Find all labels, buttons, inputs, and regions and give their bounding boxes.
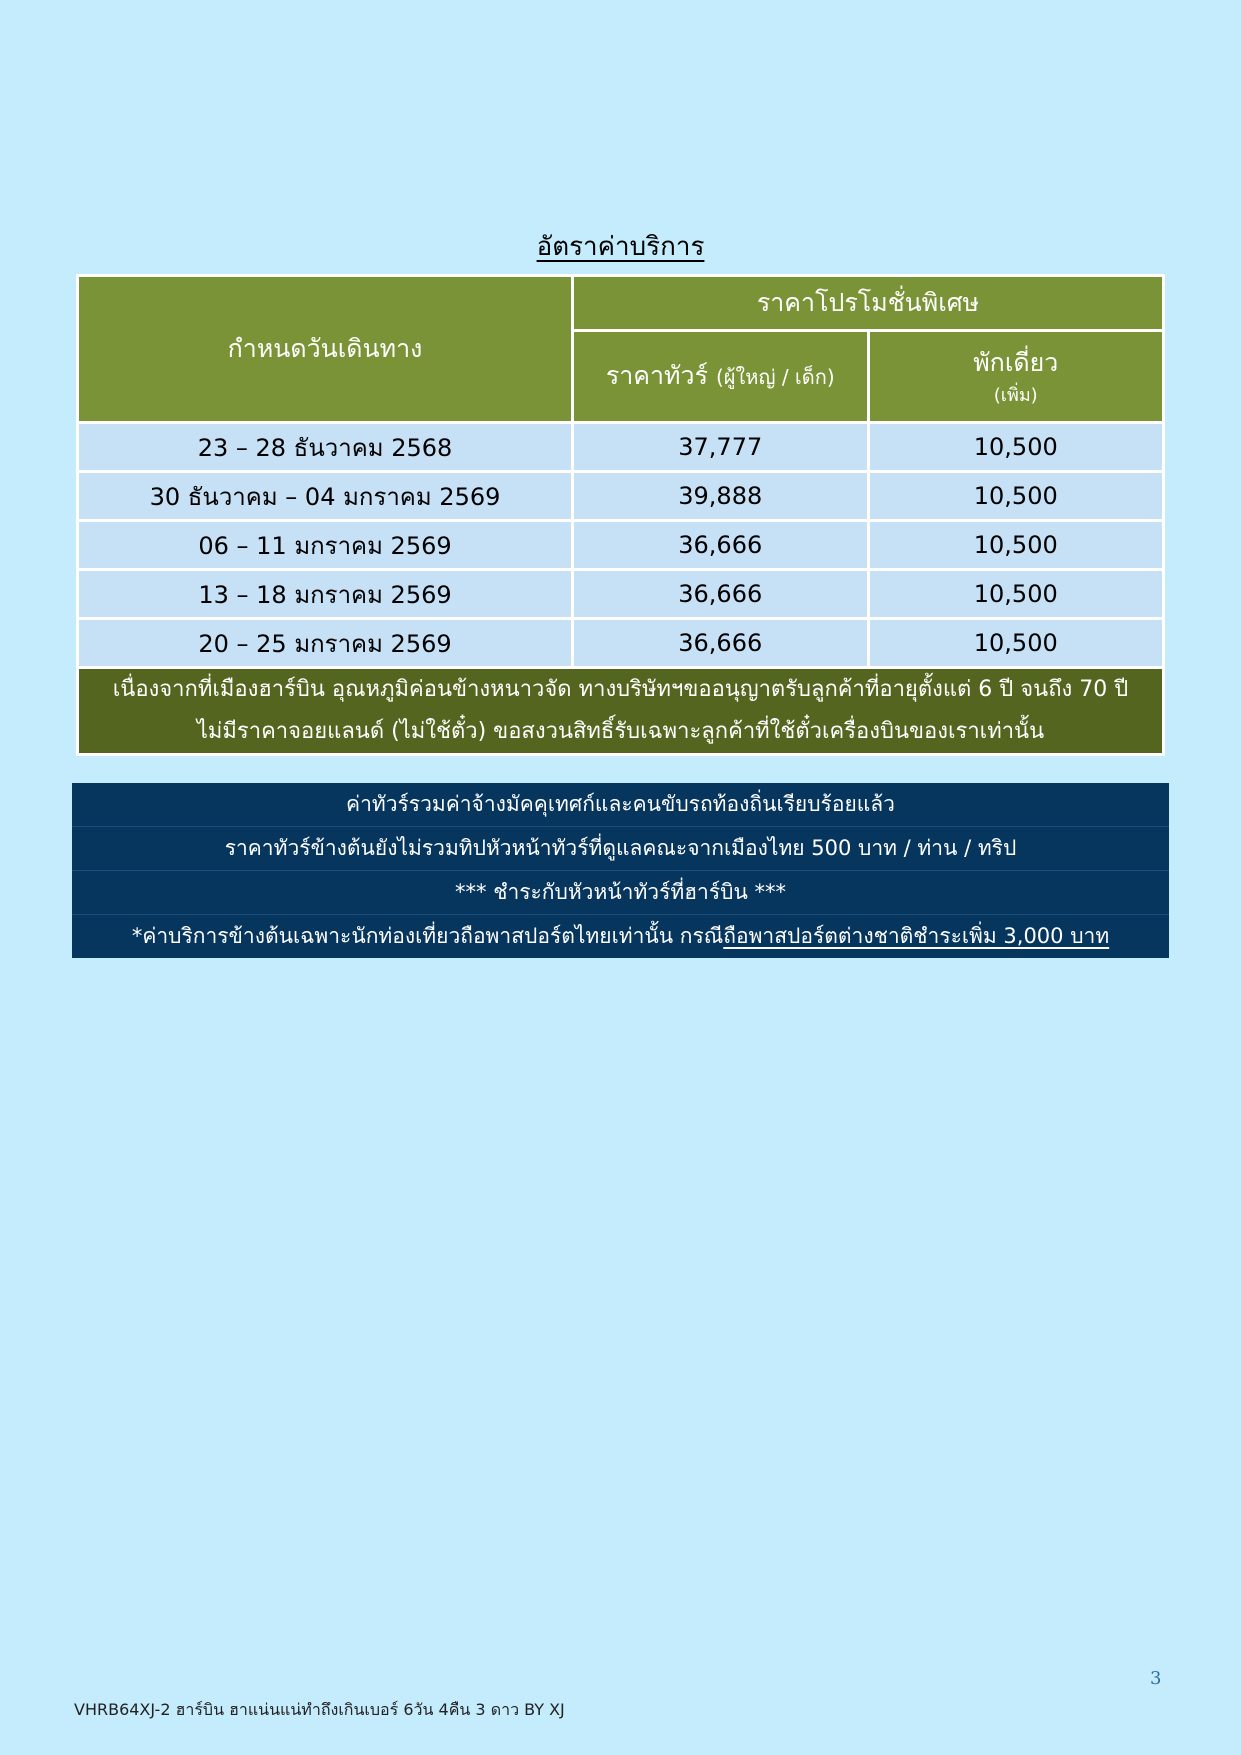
note-line: ราคาทัวร์ข้างต้นยังไม่รวมทิปหัวหน้าทัวร์ที่ดูแลคณะจากเมืองไทย 500 บาท / ท่าน / ทริป bbox=[72, 827, 1169, 871]
header-promo-price: ราคาโปรโมชั่นพิเศษ bbox=[573, 276, 1164, 331]
age-note bbox=[78, 668, 1164, 755]
row-single: 10,500 bbox=[868, 570, 1164, 619]
row-date: 06 – 11 มกราคม 2569 bbox=[78, 521, 573, 570]
table-row bbox=[78, 472, 1164, 521]
page-title: อัตราค่าบริการ bbox=[536, 232, 705, 262]
row-price: 36,666 bbox=[573, 619, 869, 668]
table-row bbox=[78, 570, 1164, 619]
row-single: 10,500 bbox=[868, 521, 1164, 570]
header-tour-label: ราคาทัวร์ bbox=[605, 361, 709, 391]
header-single-room bbox=[868, 330, 1164, 422]
row-date: 23 – 28 ธันวาคม 2568 bbox=[78, 423, 573, 472]
header-single-label: พักเดี่ยว bbox=[973, 348, 1059, 378]
header-tour-sub: (ผู้ใหญ่ / เด็ก) bbox=[715, 365, 835, 390]
header-tour-price bbox=[573, 330, 869, 422]
header-travel-date: กำหนดวันเดินทาง bbox=[78, 276, 573, 423]
row-single: 10,500 bbox=[868, 423, 1164, 472]
page-number: 3 bbox=[1150, 1668, 1162, 1689]
row-price: 36,666 bbox=[573, 521, 869, 570]
row-price: 37,777 bbox=[573, 423, 869, 472]
note-line: ค่าทัวร์รวมค่าจ้างมัคคุเทศก์และคนขับรถท้องถิ่นเรียบร้อยแล้ว bbox=[72, 783, 1169, 827]
table-row bbox=[78, 619, 1164, 668]
header-single-sub: (เพิ่ม) bbox=[993, 385, 1038, 407]
row-price: 36,666 bbox=[573, 570, 869, 619]
note-line: *** ชำระกับหัวหน้าทัวร์ที่ฮาร์บิน *** bbox=[72, 871, 1169, 915]
row-single: 10,500 bbox=[868, 472, 1164, 521]
table-row bbox=[78, 521, 1164, 570]
row-price: 39,888 bbox=[573, 472, 869, 521]
note-line4-underlined: ถือพาสปอร์ตต่างชาติชำระเพิ่ม 3,000 บาท bbox=[723, 924, 1110, 948]
footer-text: VHRB64XJ-2 ฮาร์บิน ฮาแน่นแน่ทำถึงเกินเบอร์ 6วัน 4คืน 3 ดาว BY XJ bbox=[74, 1700, 565, 1719]
age-note-line1: เนื่องจากที่เมืองฮาร์บิน อุณหภูมิค่อนข้างหนาวจัด ทางบริษัทฯขออนุญาตรับลูกค้าที่อายุตั้งแต่ 6 ปี จนถึง 70 ปี bbox=[112, 677, 1129, 702]
table-row bbox=[78, 423, 1164, 472]
note-line bbox=[72, 915, 1169, 958]
rates-table bbox=[76, 274, 1165, 756]
row-date: 20 – 25 มกราคม 2569 bbox=[78, 619, 573, 668]
row-date: 13 – 18 มกราคม 2569 bbox=[78, 570, 573, 619]
row-date: 30 ธันวาคม – 04 มกราคม 2569 bbox=[78, 472, 573, 521]
age-note-row bbox=[78, 668, 1164, 755]
row-single: 10,500 bbox=[868, 619, 1164, 668]
notes-box bbox=[72, 783, 1169, 958]
note-line4-text: *ค่าบริการข้างต้นเฉพาะนักท่องเที่ยวถือพาสปอร์ตไทยเท่านั้น กรณี bbox=[131, 924, 724, 948]
age-note-line2: ไม่มีราคาจอยแลนด์ (ไม่ใช้ตั๋ว) ขอสงวนสิทธิ์รับเฉพาะลูกค้าที่ใช้ตั๋วเครื่องบินของเราเท่านั้น bbox=[196, 719, 1045, 744]
